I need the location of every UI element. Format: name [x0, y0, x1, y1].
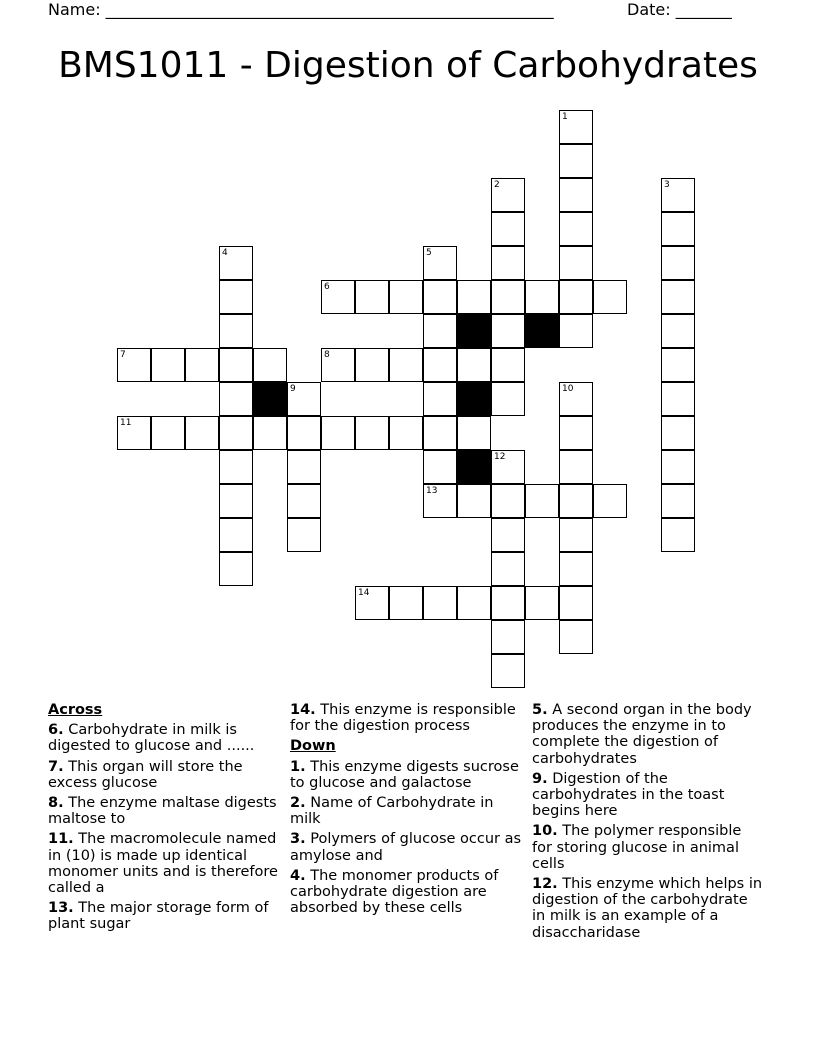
down-heading: Down [290, 738, 336, 755]
crossword-cell[interactable] [525, 280, 559, 314]
clue-number: 9. [532, 770, 548, 787]
crossword-cell[interactable] [287, 416, 321, 450]
crossword-cell[interactable] [219, 518, 253, 552]
crossword-cell[interactable] [559, 382, 593, 416]
clue-text: This enzyme digests sucrose to glucose and galactose [290, 758, 519, 791]
crossword-cell[interactable] [661, 416, 695, 450]
clue-number-label: 11 [120, 418, 132, 428]
crossword-cell[interactable] [423, 484, 457, 518]
crossword-cell[interactable] [457, 484, 491, 518]
clue-text: This enzyme which helps in digestion of the carbohydrate in milk is an example of a disaccharidase [532, 876, 763, 941]
down-clue-10 [532, 823, 764, 872]
crossword-cell[interactable] [219, 382, 253, 416]
clue-number: 6. [48, 722, 64, 739]
clue-number: 13. [48, 900, 74, 917]
clue-number-label: 3 [664, 180, 670, 190]
clue-column-3 [532, 702, 764, 945]
crossword-cell[interactable] [661, 212, 695, 246]
clue-number: 10. [532, 823, 558, 840]
crossword-cell[interactable] [559, 144, 593, 178]
clue-text: The major storage form of plant sugar [48, 900, 269, 933]
clue-number-label: 2 [494, 180, 500, 190]
crossword-black-cell [457, 450, 491, 484]
crossword-cell[interactable] [491, 586, 525, 620]
crossword-cell[interactable] [389, 348, 423, 382]
across-clue-11 [48, 831, 280, 896]
crossword-black-cell [525, 314, 559, 348]
down-clue-3 [290, 831, 522, 863]
crossword-cell[interactable] [423, 246, 457, 280]
clue-number: 14. [290, 702, 316, 718]
clue-number: 12. [532, 876, 558, 893]
down-clue-9 [532, 771, 764, 820]
crossword-cell[interactable] [219, 348, 253, 382]
crossword-cell[interactable] [559, 178, 593, 212]
clue-number-label: 13 [426, 486, 438, 496]
across-heading: Across [48, 702, 103, 718]
date-field[interactable]: Date: _______ [627, 0, 732, 19]
crossword-cell[interactable] [321, 280, 355, 314]
crossword-cell[interactable] [559, 280, 593, 314]
crossword-cell[interactable] [117, 416, 151, 450]
clue-number: 1. [290, 758, 306, 775]
crossword-cell[interactable] [661, 280, 695, 314]
crossword-cell[interactable] [491, 450, 525, 484]
crossword-cell[interactable] [355, 280, 389, 314]
crossword-cell[interactable] [491, 654, 525, 688]
crossword-cell[interactable] [355, 348, 389, 382]
clue-number: 4. [290, 867, 306, 884]
clue-text: Name of Carbohydrate in milk [290, 795, 494, 828]
crossword-cell[interactable] [559, 314, 593, 348]
crossword-cell[interactable] [491, 212, 525, 246]
crossword-cell[interactable] [185, 416, 219, 450]
crossword-cell[interactable] [491, 314, 525, 348]
crossword-cell[interactable] [559, 212, 593, 246]
crossword-cell[interactable] [559, 246, 593, 280]
clue-text: This organ will store the excess glucose [48, 758, 243, 791]
crossword-black-cell [253, 382, 287, 416]
crossword-cell[interactable] [559, 586, 593, 620]
crossword-cell[interactable] [423, 586, 457, 620]
clue-number-label: 7 [120, 350, 126, 360]
across-clue-6 [48, 722, 280, 754]
clue-column-2 [290, 702, 522, 920]
clue-number: 3. [290, 831, 306, 848]
crossword-cell[interactable] [593, 484, 627, 518]
crossword-cell[interactable] [491, 552, 525, 586]
crossword-black-cell [457, 314, 491, 348]
crossword-cell[interactable] [525, 586, 559, 620]
clue-text: The polymer responsible for storing glucose in animal cells [532, 823, 742, 872]
clue-number-label: 12 [494, 452, 506, 462]
clue-text: Digestion of the carbohydrates in the toast begins here [532, 770, 725, 820]
crossword-cell[interactable] [491, 484, 525, 518]
clue-text: The monomer products of carbohydrate digestion are absorbed by these cells [290, 867, 499, 917]
clue-text: The macromolecule named in (10) is made up identical monomer units and is therefore called a [48, 831, 278, 897]
crossword-cell[interactable] [423, 348, 457, 382]
crossword-cell[interactable] [219, 450, 253, 484]
clue-text: Carbohydrate in milk is digested to glucose and ...... [48, 722, 255, 755]
crossword-cell[interactable] [355, 416, 389, 450]
crossword-cell[interactable] [559, 552, 593, 586]
clue-text: Polymers of glucose occur as amylose and [290, 831, 522, 864]
crossword-cell[interactable] [423, 416, 457, 450]
name-field[interactable]: Name: ________________________________________________________ [48, 0, 554, 19]
clue-column-1 [48, 702, 280, 937]
crossword-cell[interactable] [219, 314, 253, 348]
crossword-cell[interactable] [287, 450, 321, 484]
down-clue-12 [532, 876, 764, 941]
across-clue-14 [290, 702, 522, 734]
crossword-cell[interactable] [491, 178, 525, 212]
crossword-cell[interactable] [457, 416, 491, 450]
crossword-cell[interactable] [661, 314, 695, 348]
crossword-cell[interactable] [219, 484, 253, 518]
crossword-cell[interactable] [321, 348, 355, 382]
crossword-cell[interactable] [661, 484, 695, 518]
crossword-cell[interactable] [151, 348, 185, 382]
crossword-cell[interactable] [219, 280, 253, 314]
crossword-cell[interactable] [457, 586, 491, 620]
down-clue-1 [290, 759, 522, 791]
crossword-cell[interactable] [423, 314, 457, 348]
crossword-black-cell [457, 382, 491, 416]
crossword-cell[interactable] [559, 518, 593, 552]
down-clue-2 [290, 795, 522, 827]
crossword-cell[interactable] [491, 280, 525, 314]
crossword-cell[interactable] [287, 484, 321, 518]
crossword-cell[interactable] [661, 518, 695, 552]
crossword-cell[interactable] [491, 348, 525, 382]
crossword-cell[interactable] [525, 484, 559, 518]
down-clue-4 [290, 868, 522, 917]
crossword-cell[interactable] [117, 348, 151, 382]
crossword-cell[interactable] [423, 382, 457, 416]
crossword-cell[interactable] [287, 518, 321, 552]
crossword-cell[interactable] [253, 416, 287, 450]
page-title: BMS1011 - Digestion of Carbohydrates [58, 45, 758, 86]
crossword-cell[interactable] [559, 450, 593, 484]
clue-number: 11. [48, 831, 74, 848]
crossword-cell[interactable] [219, 246, 253, 280]
crossword-cell[interactable] [423, 450, 457, 484]
crossword-cell[interactable] [219, 416, 253, 450]
crossword-cell[interactable] [559, 484, 593, 518]
crossword-cell[interactable] [661, 382, 695, 416]
crossword-cell[interactable] [491, 518, 525, 552]
crossword-cell[interactable] [253, 348, 287, 382]
crossword-cell[interactable] [661, 450, 695, 484]
clue-number: 5. [532, 702, 548, 718]
crossword-cell[interactable] [559, 110, 593, 144]
clue-text: This enzyme is responsible for the digestion process [290, 702, 516, 735]
clue-number-label: 8 [324, 350, 330, 360]
down-clue-5 [532, 702, 764, 767]
clue-number-label: 4 [222, 248, 228, 258]
crossword-cell[interactable] [661, 178, 695, 212]
clue-number: 2. [290, 795, 306, 812]
clue-number-label: 6 [324, 282, 330, 292]
clue-text: A second organ in the body produces the enzyme in to complete the digestion of carbohydrates [532, 702, 752, 767]
crossword-cell[interactable] [559, 416, 593, 450]
across-clue-7 [48, 759, 280, 791]
crossword-cell[interactable] [457, 348, 491, 382]
clue-number: 7. [48, 758, 64, 775]
crossword-cell[interactable] [219, 552, 253, 586]
crossword-cell[interactable] [389, 586, 423, 620]
clue-number: 8. [48, 795, 64, 812]
clue-number-label: 1 [562, 112, 568, 122]
crossword-cell[interactable] [151, 416, 185, 450]
crossword-cell[interactable] [457, 280, 491, 314]
crossword-cell[interactable] [321, 416, 355, 450]
crossword-cell[interactable] [423, 280, 457, 314]
crossword-cell[interactable] [491, 620, 525, 654]
crossword-cell[interactable] [287, 382, 321, 416]
crossword-cell[interactable] [355, 586, 389, 620]
crossword-cell[interactable] [389, 416, 423, 450]
crossword-cell[interactable] [389, 280, 423, 314]
clue-number-label: 14 [358, 588, 370, 598]
crossword-cell[interactable] [559, 620, 593, 654]
across-clue-8 [48, 795, 280, 827]
crossword-cell[interactable] [593, 280, 627, 314]
clue-number-label: 5 [426, 248, 432, 258]
crossword-cell[interactable] [491, 382, 525, 416]
crossword-cell[interactable] [661, 348, 695, 382]
crossword-cell[interactable] [661, 246, 695, 280]
crossword-cell[interactable] [185, 348, 219, 382]
clue-number-label: 9 [290, 384, 296, 394]
across-clue-13 [48, 900, 280, 932]
clue-text: The enzyme maltase digests maltose to [48, 795, 277, 828]
crossword-cell[interactable] [491, 246, 525, 280]
clue-number-label: 10 [562, 384, 574, 394]
